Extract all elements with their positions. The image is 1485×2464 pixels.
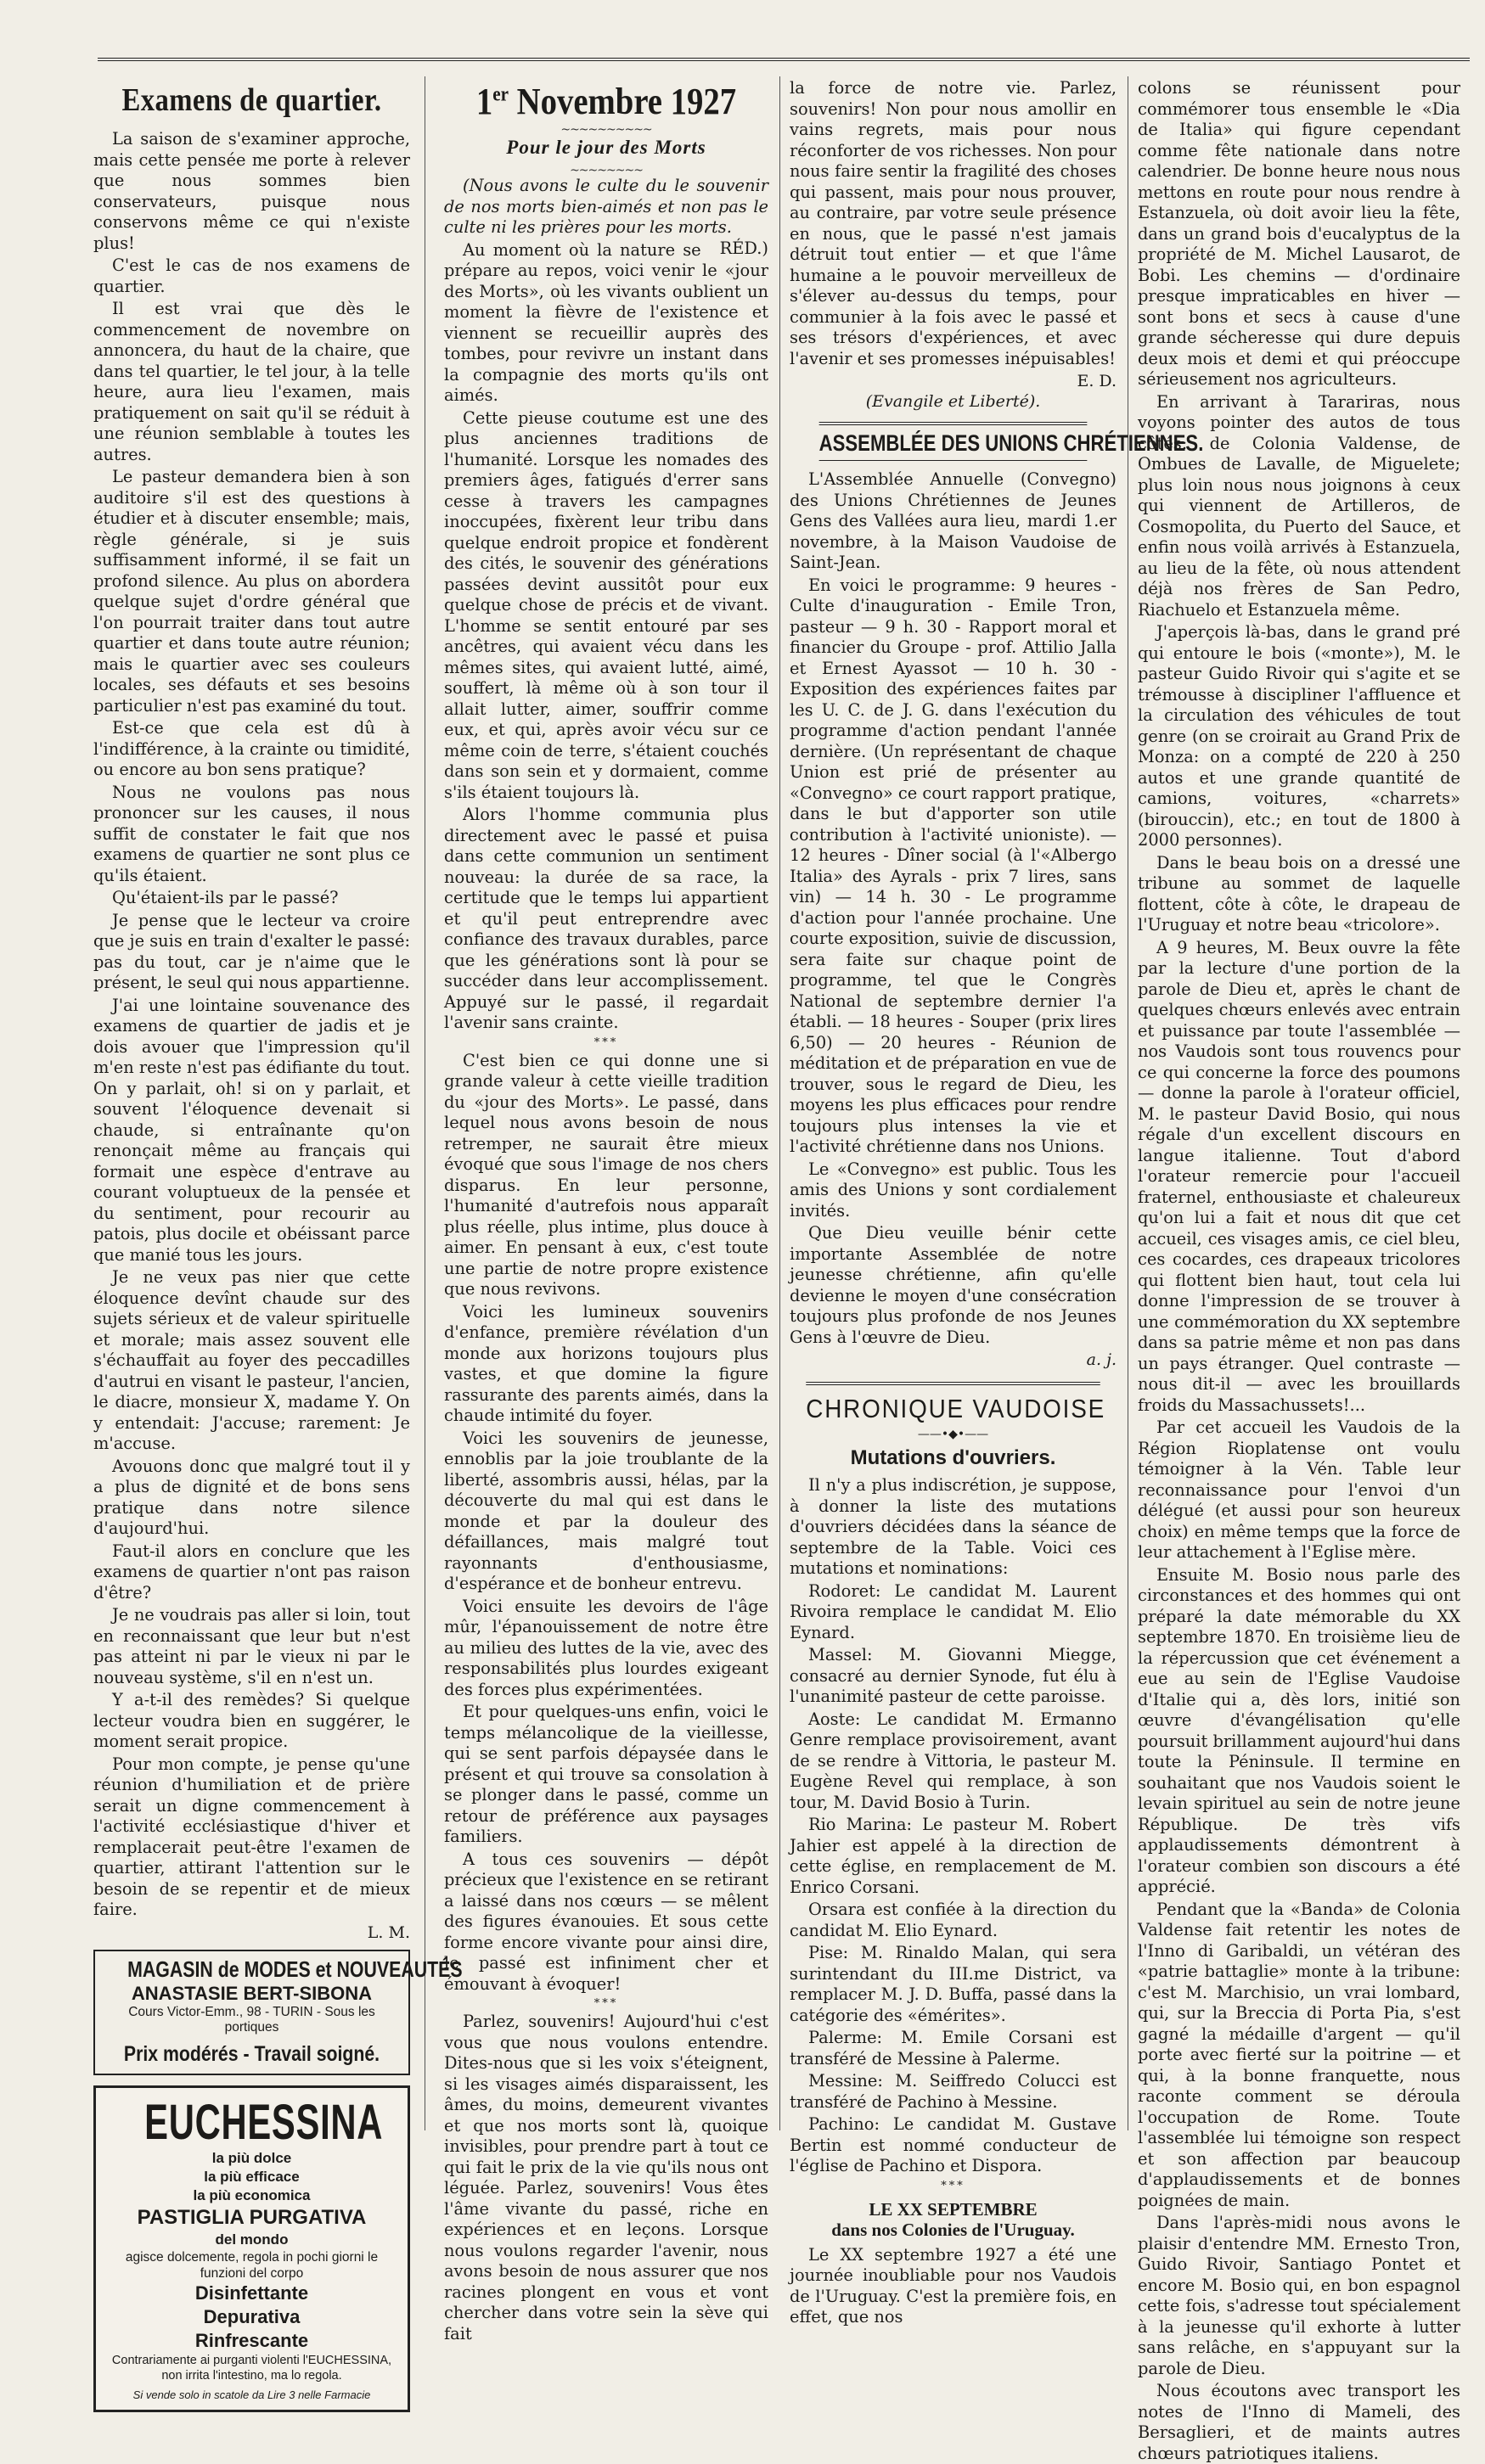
paragraph: Je ne voudrais pas aller si loin, tout en reconnaissant que leur but n'est pas atteint ni par le vieux ni par le nouveau système, s'il en n'est un.: [93, 1605, 410, 1687]
paragraph: Que Dieu veuille bénir cette importante Assemblée de notre jeunesse chrétienne, afin qu'elle devienne le moyen d'une consécration toujours plus profonde de nos Jeunes Gens à l'œuvre de Dieu.: [790, 1223, 1117, 1347]
ad-brand: EUCHESSINA: [144, 2094, 384, 2150]
section-title-chronique: CHRONIQUE VAUDOISE: [806, 1382, 1100, 1424]
paragraph: Aoste: Le candidat M. Ermanno Genre remplace provisoirement, avant de se rendre à Vittoria, le pasteur M. Eugène Revel qui remplace, à son tour, M. David Bosio à Turin.: [790, 1709, 1117, 1812]
paragraph: Est-ce que cela est dû à l'indifférence, à la crainte ou timidité, ou encore au bon sens pratique?: [93, 718, 410, 779]
paragraph: Messine: M. Seiffredo Colucci est transféré de Pachino à Messine.: [790, 2071, 1117, 2112]
section-stars: ***: [941, 2179, 965, 2192]
paragraph: Il n'y a plus indiscrétion, je suppose, à donner la liste des mutations d'ouvriers décidées dans la séance de septembre de la Table. Voici ces mutations et nominations:: [790, 1475, 1117, 1578]
paragraph: Rio Marina: Le pasteur M. Robert Jahier est appelé à la direction de cette église, en remplacement de M. Enrico Corsani.: [790, 1815, 1117, 1897]
paragraph: A 9 heures, M. Beux ouvre la fête par la lecture d'une portion de la parole de Dieu et, après le chant de quelques chœurs enlevés avec entrain et puissance par toute l'assemblée — nos Vaudois sont tous rouvencs pour ce qui concerne la force des poumons — donne la parole à l'orateur officiel, M. le pasteur David Bosio, qui nous régale d'un excellent discours en langue italienne. Tout d'abord l'orateur remercie pour l'accueil fraternel, enthousiaste et chaleureux qu'on lui a fait et nous dit que cet accueil, ces visages amis, ce ciel bleu, ces cocardes, ces drapeaux tricolores qui flottent bien haut, tout cela lui donne l'impression de se trouver à une commémoration du XX septembre dans sa patrie même et non pas dans un pays étranger. Quel contraste — nous dit-il — avec les brouillards froids du Massachussets!...: [1138, 937, 1460, 1415]
paragraph: Au moment où la nature se prépare au repos, voici venir le «jour des Morts», où les vivants oublient un moment la fièvre de l'existence et viennent se recueillir auprès des tombes, pour revivre un instant dans la compagnie des morts qu'ils ont aimés.: [444, 239, 768, 405]
paragraph: Dans l'après-midi nous avons le plaisir d'entendre MM. Ernesto Tron, Guido Rivoir, Santiago Pontet et encore M. Bosio qui, en bon espagnol cette fois, s'adresse tout spécialement à la jeunesse qu'il exhorte à lutter sans relâche, en s'appuyant sur la parole de Dieu.: [1138, 2213, 1460, 2378]
paragraph: En arrivant à Tarariras, nous voyons pointer des autos de tous côtés: de Colonia Valdense, de Ombues de Lavalle, de Miguelete; plus loin nous nous joignons à ceux qui viennent de Artilleros, de Cosmopolita, du Puerto del Sauce, et enfin nous voilà arrivés à Estanzuela, au lieu de la fête, où nous attendent déjà nos frères de San Pedro, Riachuelo et Estanzuela même.: [1138, 391, 1460, 620]
ad-line: MAGASIN de MODES et NOUVEAUTÉS: [127, 1956, 463, 1982]
paragraph: Par cet accueil les Vaudois de la Région Rioplatense ont voulu témoigner à la Vén. Table leur reconnaissance pour l'envoi d'un délégué (et aussi pour son heureux choix) en même temps que la force de leur attachement à l'Eglise mère.: [1138, 1417, 1460, 1562]
column-2: [444, 78, 768, 2343]
paragraph: Parlez, souvenirs! Aujourd'hui c'est vous que nous voulons entendre. Dites-nous que si les voix s'éteignent, si les visages aimés disparaissent, les âmes, du moins, demeurent vivantes et que nos morts sont là, quoique invisibles, pour prendre part à tout ce qui fait le prix de la vie qu'ils nous ont léguée. Parlez, souvenirs! Vous êtes l'âme vivante du passé, riche en expériences et en leçons. Lorsque nous voulons regarder l'avenir, nous avons besoin de nous assurer que nos racines plongent en vous et vont chercher dans votre sein la sève qui fait: [444, 2012, 768, 2343]
paragraph: Nous ne voulons pas nous prononcer sur les causes, il nous suffit de constater le fait que nos examens de quartier ne sont plus ce qu'ils étaient.: [93, 782, 410, 885]
article-title-mutations: Mutations d'ouvriers.: [850, 1446, 1056, 1469]
paragraph: C'est bien ce qui donne une si grande valeur à cette vieille tradition du «jour des Morts». Le passé, dans lequel nous avons besoin de nous retremper, ne saurait être mieux évoqué que sous l'image de nos chers disparus. En leur personne, l'humanité d'autrefois nous apparaît plus réelle, plus intime, plus douce à aimer. En pensant à eux, c'est toute une partie de notre propre existence que nous revivons.: [444, 1050, 768, 1299]
paragraph: Pour mon compte, je pense qu'une réunion d'humiliation et de prière serait un digne commencement à l'activité ecclésiastique d'hiver et remplacerait peut-être l'examen de quartier, attirant l'attention sur le besoin de se repentir et de mieux faire.: [93, 1754, 410, 1919]
paragraph: Rodoret: Le candidat M. Laurent Rivoira remplace le candidat M. Elio Eynard.: [790, 1580, 1117, 1642]
ad-line: Depurativa: [203, 2305, 301, 2327]
paragraph: Y a-t-il des remèdes? Si quelque lecteur voudra bien en suggérer, le moment serait propice.: [93, 1690, 410, 1751]
intro-signature: RÉD.): [719, 238, 768, 258]
ad-line: del mondo: [215, 2231, 289, 2248]
ad-line: la più efficace: [204, 2168, 300, 2185]
article-xx-continuation: [1138, 78, 1460, 2464]
paragraph: Le XX septembre 1927 a été une journée inoubliable pour nos Vaudois de l'Uruguay. C'est la première fois, en effet, que nos: [790, 2244, 1117, 2326]
paragraph: Massel: M. Giovanni Miegge, consacré au dernier Synode, fut élu à l'unanimité pasteur de cette paroisse.: [790, 1645, 1117, 1706]
article-novembre-body-2: [444, 1051, 768, 1995]
section-stars: ***: [593, 1997, 619, 2010]
article-mutations-body: [790, 1475, 1117, 2177]
paragraph: Pendant que la «Banda» de Colonia Valdense fait retentir les notes de l'Inno di Garibaldi, un vétéran des «patrie battaglie» monte à la tribune: c'est M. Marchisio, un vrai lombard, qui, sur la Breccia di Porta Pia, s'est gagné la médaille d'argent — qu'il porte avec fierté sur la poitrine — et qui, à la bonne franquette, nous raconte comment se déroula l'occupation de Rome. Toute l'assemblée lui témoigne son respect et son affection par beaucoup d'applaudissements et de bonnes poignées de main.: [1138, 1899, 1460, 2210]
article-title-xx-septembre: [790, 2199, 1117, 2240]
ad-line: ANASTASIE BERT-SIBONA: [131, 1982, 373, 2004]
paragraph: Pachino: Le candidat M. Gustave Bertin est nommé conducteur de l'église de Pachino et Dispora.: [790, 2114, 1117, 2175]
article-examens-body: [93, 129, 410, 1921]
paragraph: Dans le beau bois on a dressé une tribune au sommet de laquelle flottent, côte à côte, le drapeau de l'Uruguay et notre beau «tricolore».: [1138, 852, 1460, 935]
article-xx-body: [790, 2245, 1117, 2328]
header-rule: [98, 58, 1470, 61]
paragraph: Avouons donc que malgré tout il y a plus de dignité et de bons sens pratique dans notre silence d'aujourd'hui.: [93, 1456, 410, 1538]
ad-line: la più dolce: [211, 2149, 292, 2166]
paragraph: Voici les souvenirs de jeunesse, ennoblis par la joie troublante de la liberté, assombris aussi, hélas, par la découverte du mal qui est dans le monde et par la douleur des défaillances, mais malgré tout rayonnants d'enthousiasme, d'espérance et de bonheur entrevu.: [444, 1428, 768, 1593]
title-part: Novembre 1927: [508, 81, 737, 122]
ad-line: la più economica: [193, 2186, 311, 2203]
column-1: [93, 78, 463, 2401]
paragraph: L'Assemblée Annuelle (Convegno) des Unions Chrétiennes de Jeunes Gens des Vallées aura lieu, mardi 1.er novembre, à la Maison Vaudoise de Saint-Jean.: [790, 469, 1117, 572]
article-novembre-body: [444, 240, 768, 1034]
column-3: [790, 78, 1204, 2326]
ad-line: agisce dolcemente, regola in pochi giorni le funzioni del corpo: [125, 2249, 379, 2281]
paragraph: colons se réunissent pour commémorer tous ensemble le «Dia de Italia» qui figure cependant comme fête nationale dans notre calendrier. De bonne heure nous nous mettons en route pour nous rendre à Estanzuela, où doit avoir lieu la fête, dans un grand bois d'eucalyptus de la propriété de M. Michel Lausarot, de Bobi. Les chemins — d'ordinaire presque impraticables en hiver — sont bons et secs à cause d'une grande sécheresse qui dure depuis deux mois et demi et qui préoccupe sérieusement nos agriculteurs.: [1138, 78, 1460, 389]
advertisement-euchessina: [93, 2085, 410, 2412]
article-signature: E. D.: [1077, 372, 1117, 390]
ad-line: PASTIGLIA PURGATIVA: [137, 2205, 367, 2229]
ornament-divider: ~~~~~~~~: [570, 164, 643, 177]
paragraph: Palerme: M. Emile Corsani est transféré de Messine à Palerme.: [790, 2028, 1117, 2068]
column-4: [1138, 78, 1460, 2463]
ornament-divider: ——•◆•——: [917, 1428, 989, 1441]
article-continuation: la force de notre vie. Parlez, souvenirs! Non pour nous amollir en vains regrets, mais pour nous réconforter de vos richesses. Non pour nous faire sentir la fragilité des choses qui passent, mais pour nous prouver, au contraire, par votre seule présence en nous, que le passé n'est jamais détruit tout entier — et que l'âme humaine a le pouvoir merveilleux de s'élever au-dessus du temps, pour communier à la fois avec le passé et ses trésors d'expériences, et avec l'avenir et ses promesses inépuisables!: [790, 78, 1117, 368]
article-title-unions: ASSEMBLÉE DES UNIONS CHRÉTIENNES.: [819, 422, 1088, 461]
intro-text: (Nous avons le culte du le souvenir de nos morts bien-aimés et non pas le culte ni les prières pour les morts.: [444, 176, 768, 237]
article-unions-body: [790, 469, 1117, 1348]
paragraph: Pise: M. Rinaldo Malan, qui sera surintendant du III.me District, va remplacer M. J. D. Buffa, passé dans la catégorie des «émérites».: [790, 1943, 1117, 2025]
article-signature: L. M.: [367, 1922, 410, 1942]
ornament-divider: ~~~~~~~~~~: [560, 123, 652, 137]
article-title-examens: Examens de quartier.: [121, 82, 382, 118]
paragraph: C'est le cas de nos examens de quartier.: [93, 255, 410, 296]
section-stars: ***: [593, 1036, 619, 1049]
paragraph: J'ai une lointaine souvenance des examens de quartier de jadis et je dois avouer que l'impression qu'il m'en reste n'est pas édifiante du tout. On y parlait, oh! si on y parlait, et souvent l'éloquence devenait si chaude, si entraînante qu'on renonçait même au français qui formait une espèce d'entrave au courant voluptueux de la pensée et du sentiment, pour recourir au patois, plus docile et obéissant parce que manié tous les jours.: [93, 995, 410, 1265]
paragraph: Alors l'homme communia plus directement avec le passé et puisa dans cette communion un sentiment nouveau: la durée de sa race, la certitude que le temps lui appartient et qu'il peut entreprendre avec confiance des travaux durables, parce que les générations sont là pour se succéder dans leur accomplissement. Appuyé sur le passé, il regardait l'avenir sans crainte.: [444, 805, 768, 1032]
paragraph: Nous écoutons avec transport les notes de l'Inno di Mameli, des Bersaglieri, et de maints autres chœurs patriotiques italiens.: [1138, 2381, 1460, 2463]
paragraph: Je ne veux pas nier que cette éloquence devînt chaude sur des sujets sérieux et de valeur spirituelle et morale; mais assez souvent elle s'échauffait au foyer des peccadilles d'autrui en visant le pasteur, l'ancien, le diacre, monsieur X, madame Y. On y entendait: J'accuse; rarement: Je m'accuse.: [93, 1267, 410, 1453]
ad-line: Disinfettante: [194, 2282, 309, 2304]
title-line: dans nos Colonies de l'Uruguay.: [831, 2219, 1075, 2240]
title-part: er: [492, 83, 509, 106]
paragraph: En voici le programme: 9 heures - Culte d'inauguration - Emile Tron, pasteur — 9 h. 30 - Rapport moral et financier du Groupe - prof. Attilio Jalla et Ernest Ayassot — 10 h. 30 - Exposition des expériences faites par les U. C. de J. G. dans l'exécution du programme d'action pendant l'année dernière. (Un représentant de chaque Union est prié de présenter au «Convegno» ce court rapport pratique, dans le but d'apporter son utile contribution à l'activité unioniste). — 12 heures - Dîner social (à l'«Albergo Italia» des Ayrals - prix 7 lires, sans vin) — 14 h. 30 - Le programme d'action pour l'année prochaine. Une courte exposition, suivie de discussion, sera faite sur chaque point de programme, tel que le Congrès National de septembre dernier l'a établi. — 18 heures - Souper (prix lires 6,50) — 20 heures - Réunion de méditation et de préparation en vue de trouver, sous le regard de Dieu, les moyens les plus efficaces pour rendre toujours plus intenses la vie et l'activité chrétienne dans nos Unions.: [790, 575, 1117, 1156]
advertisement-magasin-modes: [93, 1950, 463, 2075]
paragraph: Voici ensuite les devoirs de l'âge mûr, l'épanouissement de notre être au milieu des luttes de la vie, avec des responsabilités plus lourdes exigeant des forces plus expérimentées.: [444, 1596, 768, 1699]
article-signature: a. j.: [1086, 1350, 1117, 1369]
paragraph: Le «Convegno» est public. Tous les amis des Unions y sont cordialement invités.: [790, 1159, 1117, 1221]
article-title-novembre: [464, 80, 749, 123]
article-novembre-body-3: [444, 2012, 768, 2344]
title-line: LE XX SEPTEMBRE: [869, 2198, 1038, 2220]
paragraph: Qu'étaient-ils par le passé?: [112, 888, 339, 907]
paragraph: Je pense que le lecteur va croire que je suis en train d'exalter le passé: pas du tout, car je n'aime que le présent, le seul qui nous appartienne.: [93, 910, 410, 992]
article-source: (Evangile et Liberté).: [865, 392, 1041, 411]
article-intro: [444, 176, 768, 258]
paragraph: J'aperçois là-bas, dans le grand pré qui entoure le bois («monte»), M. le pasteur Guido Rivoir qui s'agite et se trémousse à discipliner l'affluence et la circulation des véhicules de tout genre (on se croirait au Grand Prix de Monza: on a compté de 220 à 250 autos et une grande quantité de camions, voitures, «charrets» (birouccin), etc.; en tout de 1800 à 2000 personnes).: [1138, 622, 1460, 850]
paragraph: Et pour quelques-uns enfin, voici le temps mélancolique de la vieillesse, qui se sent parfois dépaysée dans le présent et qui trouve sa consolation à se plonger dans le passé, comme un retour de préférence aux paysages familiers.: [444, 1702, 768, 1846]
paragraph: Cette pieuse coutume est une des plus anciennes traditions de l'humanité. Lorsque les nomades des premiers âges, fatigués d'errer sans cesse à travers les campagnes inoccupées, fixèrent leur tribu dans quelque endroit propice et fondèrent des cités, le souvenir des générations passées devint aussitôt pour eux quelque chose de précis et de vivant. L'homme se sentit entouré par ses ancêtres, qui avaient vécu dans les mêmes sites, qui avaient lutté, aimé, souffert, là même où à son tour il allait lutter, aimer, souffrir comme eux, et qui, après avoir vécu sur ce même coin de terre, s'étaient couchés dans son sein et y dormaient, comme s'ils étaient toujours là.: [444, 407, 768, 802]
article-subtitle: Pour le jour des Morts: [506, 137, 706, 158]
paragraph: Orsara est confiée à la direction du candidat M. Elio Eynard.: [790, 1900, 1117, 1940]
paragraph: Ensuite M. Bosio nous parle des circonstances et des hommes qui ont préparé la date mémorable du XX septembre 1870. En troisième lieu de la répercussion que cet événement a eue au sein de l'Eglise Vaudoise d'Italie qui a, dès lors, initié son œuvre d'évangélisation qu'elle poursuit brillamment aujourd'hui dans toute la Péninsule. Il termine en souhaitant que nos Vaudois soient le levain spirituel au sein de notre jeune République. De très vifs applaudissements démontrent à l'orateur combien son discours a été apprécié.: [1138, 1564, 1460, 1896]
column-rule: [779, 76, 780, 2130]
ad-line: Cours Victor-Emm., 98 - TURIN - Sous les portiques: [128, 2004, 375, 2035]
ad-line: Si vende solo in scatole da Lire 3 nelle Farmacie: [132, 2388, 371, 2401]
ad-line: Contrariamente ai purganti violenti l'EUCHESSINA, non irrita l'intestino, ma lo regola.: [111, 2353, 392, 2383]
paragraph: Le pasteur demandera bien à son auditoire s'il est des questions à étudier et à discuter ensemble; mais, règle générale, si je suis suffisamment informé, il se fait un profond silence. Au plus on abordera quelque sujet d'ordre général que l'on pourrait traiter dans tout autre quartier et dans toute autre réunion; mais le quartier avec ses couleurs locales, ses défauts et ses besoins particulier n'est pas examiné du tout.: [93, 467, 410, 716]
paragraph: Il est vrai que dès le commencement de novembre on annoncera, du haut de la chaire, que dans tel quartier, le tel jour, à la telle heure, aura lieu l'examen, mais pratiquement on sait qu'il se réduit à une réunion semblable à toutes les autres.: [93, 299, 410, 464]
title-part: 1: [475, 81, 493, 122]
paragraph: La saison de s'examiner approche, mais cette pensée me porte à relever que nous sommes bien conservateurs, puisque nous conservons même ce qui n'existe plus!: [93, 129, 410, 253]
paragraph: Faut-il alors en conclure que les examens de quartier n'ont pas raison d'être?: [93, 1541, 410, 1602]
paragraph: A tous ces souvenirs — dépôt précieux que l'existence en se retirant a laissé dans nos cœurs — se mêlent des figures évanouies. Et sous cette forme encore vivante pour ainsi dire, le passé est infiniment cher et émouvant à évoquer!: [444, 1849, 768, 1994]
paragraph: Voici les lumineux souvenirs d'enfance, première révélation d'un monde aux horizons toujours plus vastes, et que domine la figure rassurante des parents aimés, dans la chaude intimité du foyer.: [444, 1301, 768, 1425]
ad-line: Rinfrescante: [194, 2329, 309, 2351]
ad-line: Prix modérés - Travail soigné.: [123, 2041, 380, 2066]
